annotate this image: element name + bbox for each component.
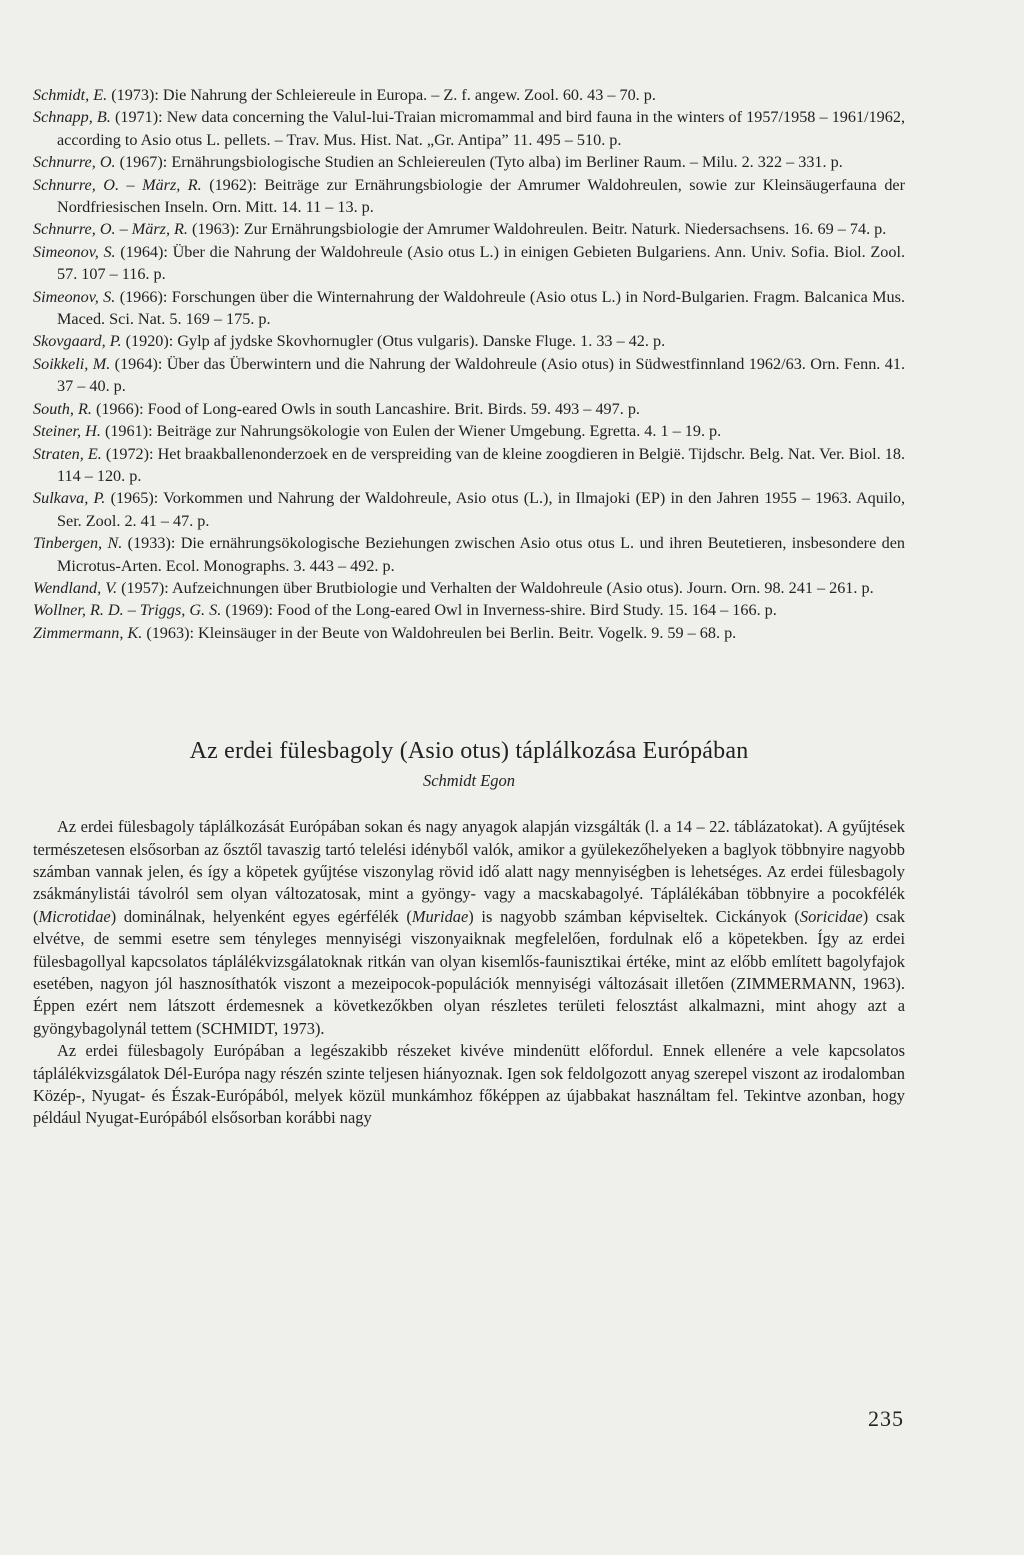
reference-entry [33, 353, 905, 398]
reference-entry [33, 330, 905, 352]
paragraph-text: ) is nagyobb számban képviseltek. Cickányok ( [468, 906, 800, 926]
paragraph-text: ) csak elvétve, de semmi esetre sem tényleges mennyiségi viszonyaiknak megfelelően, fordulnak elő a köpetekben. Így az erdei fülesbagollyal kapcsolatos táplálékvizsgálatoknak ritkán van olyan kisemlős-faunisztikai értéke, mint az előbb említett bagolyfajok esetében, nagyon jól hasznosíthatók viszont a mezeipocok-populációk mennyiségi változásait illetően (ZIMMERMANN, 1963). Éppen ezért nem látszott érdemesnek a következőkben olyan részletes területi felosztást alkalmazni, mint ahogy azt a gyöngybagolynál tettem (SCHMIDT, 1973). [33, 906, 906, 1038]
reference-author: South, R. [33, 399, 92, 418]
reference-entry [33, 151, 905, 173]
page [33, 84, 905, 1130]
body-paragraph [33, 816, 905, 1040]
reference-author: Skovgaard, P. [33, 332, 122, 351]
page-number: 235 [868, 1406, 904, 1431]
reference-text: (1964): Über die Nahrung der Waldohreule (Asio otus L.) in einigen Gebieten Bulgariens. Ann. Univ. Sofia. Biol. Zool. 57. 107 – 116. p. [57, 242, 905, 284]
reference-author: Schmidt, E. [33, 86, 108, 104]
reference-entry [33, 174, 905, 219]
reference-entry [33, 84, 905, 106]
reference-author: Schnurre, O. [33, 153, 116, 172]
reference-text: (1963): Zur Ernährungsbiologie der Amrumer Waldohreulen. Beitr. Naturk. Niedersachsens. 16. 69 – 74. p. [187, 220, 887, 239]
reference-text: (1933): Die ernährungsökologische Beziehungen zwischen Asio otus otus L. und ihren Beutetieren, insbesondere den Microtus-Arten. Ecol. Monographs. 3. 443 – 492. p. [57, 534, 905, 575]
body-paragraph: Az erdei fülesbagoly Európában a legészakibb részeket kivéve mindenütt előfordul. Ennek ellenére a vele kapcsolatos táplálékvizsgálatok Dél-Európa nagy részén szinte teljesen hiányoznak. Igen sok feldolgozott anyag szerepel viszont az irodalomban Közép-, Nyugat- és Észak-Európából, melyek közül munkámhoz főképpen az újabbakat használtam fel. Tekintve azonban, hogy például Nyugat-Európából elsősorban korábbi nagy [33, 1041, 905, 1128]
reference-text: (1964): Über das Überwintern und die Nahrung der Waldohreule (Asio otus) in Südwestfinnland 1962/63. Orn. Fenn. 41. 37 – 40. p. [57, 354, 906, 396]
reference-author: Wollner, R. D. – Triggs, G. S. [33, 601, 222, 620]
reference-author: Simeonov, S. [33, 287, 116, 306]
reference-text: (1971): New data concerning the Valul-lui-Traian micromammal and bird fauna in the winters of 1957/1958 – 1961/1962, according to Asio otus L. pellets. – Trav. Mus. Hist. Nat. „Gr. Antipa” 11. 495 – 510. p. [57, 108, 905, 149]
reference-author: Straten, E. [33, 444, 102, 463]
reference-author: Schnurre, O. – März, R. [33, 175, 202, 194]
reference-text: (1973): Die Nahrung der Schleiereule in Europa. – Z. f. angew. Zool. 60. 43 – 70. p. [107, 86, 656, 104]
paragraph-text: ) dominálnak, helyenként egyes egérfélék ( [110, 906, 412, 926]
reference-entry [33, 106, 905, 151]
reference-author: Wendland, V. [33, 578, 118, 597]
reference-author: Steiner, H. [33, 422, 101, 441]
reference-entry [33, 398, 905, 420]
reference-entry [33, 532, 905, 577]
reference-author: Sulkava, P. [33, 489, 106, 508]
reference-text: (1963): Kleinsäuger in der Beute von Waldohreulen bei Berlin. Beitr. Vogelk. 9. 59 – 68. p. [142, 623, 737, 642]
reference-text: (1966): Forschungen über die Winternahrung der Waldohreule (Asio otus L.) in Nord-Bulgarien. Fragm. Balcanica Mus. Maced. Sci. Nat. 5. 169 – 175. p. [57, 287, 905, 329]
reference-entry [33, 487, 905, 532]
reference-author: Tinbergen, N. [33, 534, 123, 553]
reference-text: (1966): Food of Long-eared Owls in south Lancashire. Brit. Birds. 59. 493 – 497. p. [91, 399, 640, 418]
paragraph-text: Az erdei fülesbagoly táplálkozását Európában sokan és nagy anyagok alapján vizsgálták (l. a 14 – 22. táblázatokat). A gyűjtések természetesen elsősorban az ősztől tavaszig tartó telelési idényből valók, amikor a gyülekezőhelyeken a baglyok többnyire nagyobb számban vannak jelen, és így a köpetek gyűjtése viszonylag rövid idő alatt nagy mennyiségben is lehetséges. Az erdei fülesbagoly zsákmánylistái távolról sem olyan változatosak, mint a gyöngy- vagy a macskabagolyé. Táplálékában többnyire a pocokfélék ( [33, 817, 905, 926]
taxon-name: Soricidae [799, 906, 863, 926]
reference-text: (1967): Ernährungsbiologische Studien an Schleiereulen (Tyto alba) im Berliner Raum. – Milu. 2. 322 – 331. p. [115, 153, 843, 172]
article-author: Schmidt Egon [422, 771, 516, 791]
reference-entry [33, 241, 905, 286]
article-title: Az erdei fülesbagoly (Asio otus) táplálkozása Európában [189, 738, 749, 765]
reference-entry [33, 622, 905, 644]
reference-author: Schnurre, O. – März, R. [33, 220, 188, 239]
reference-author: Simeonov, S. [33, 242, 116, 261]
taxon-name: Microtidae [38, 906, 111, 926]
reference-text: (1965): Vorkommen und Nahrung der Waldohreule, Asio otus (L.), in Ilmajoki (EP) in den Jahren 1955 – 1963. Aquilo, Ser. Zool. 2. 41 – 47. p. [57, 489, 905, 530]
reference-entry [33, 420, 905, 442]
reference-entry [33, 286, 905, 331]
reference-text: (1961): Beiträge zur Nahrungsökologie von Eulen der Wiener Umgebung. Egretta. 4. 1 – 19. p. [100, 422, 722, 441]
reference-text: (1969): Food of the Long-eared Owl in Inverness-shire. Bird Study. 15. 164 – 166. p. [221, 601, 777, 620]
reference-text: (1920): Gylp af jydske Skovhornugler (Otus vulgaris). Danske Fluge. 1. 33 – 42. p. [121, 332, 666, 351]
reference-author: Schnapp, B. [33, 108, 111, 127]
reference-text: (1957): Aufzeichnungen über Brutbiologie und Verhalten der Waldohreule (Asio otus). Journ. Orn. 98. 241 – 261. p. [117, 578, 874, 597]
article-body [33, 816, 905, 1130]
reference-author: Zimmermann, K. [33, 623, 143, 642]
reference-entry [33, 218, 905, 240]
reference-entry [33, 577, 905, 599]
reference-author: Soikkeli, M. [33, 354, 111, 373]
reference-text: (1962): Beiträge zur Ernährungsbiologie der Amrumer Waldohreulen, sowie zur Kleinsäugerfauna der Nordfriesischen Inseln. Orn. Mitt. 14. 11 – 13. p. [57, 175, 905, 217]
reference-text: (1972): Het braakballenonderzoek en de verspreiding van de kleine zoogdieren in België. Tijdschr. Belg. Nat. Ver. Biol. 18. 114 – 120. p. [57, 444, 905, 485]
reference-entry [33, 443, 905, 488]
taxon-name: Muridae [411, 906, 469, 926]
reference-entry [33, 599, 905, 621]
reference-list [33, 84, 905, 644]
